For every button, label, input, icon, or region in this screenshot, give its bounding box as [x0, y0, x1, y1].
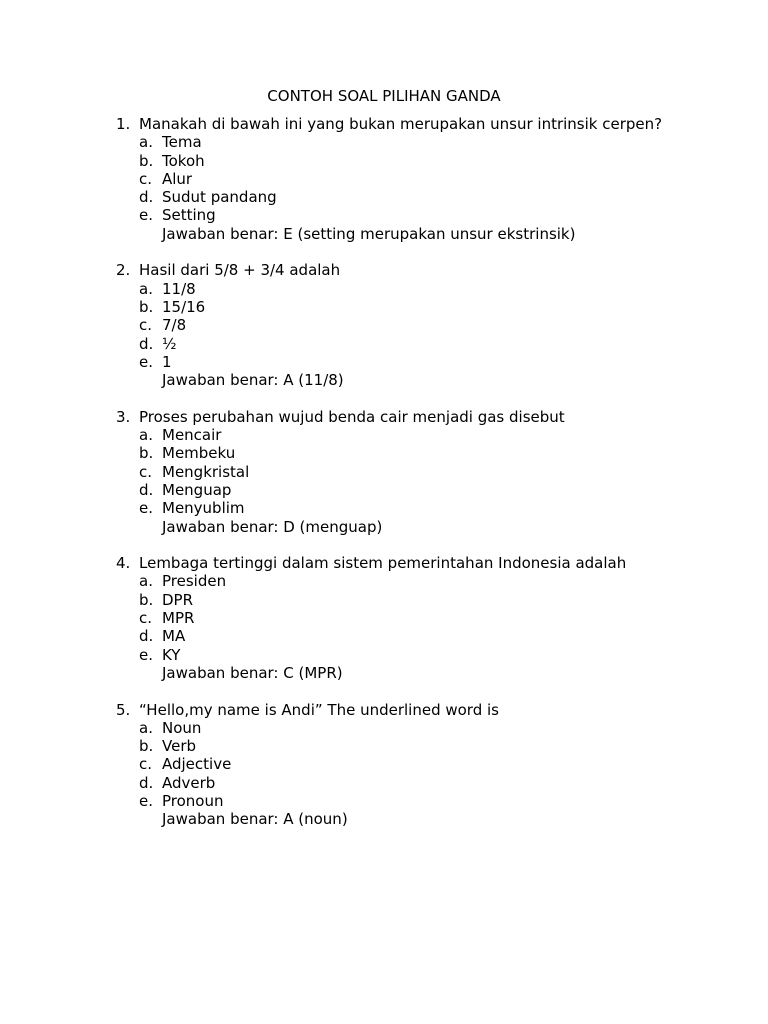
option-text: Mencair [162, 426, 222, 445]
option-text: 1 [162, 352, 172, 371]
option-letter: e. [139, 499, 153, 518]
option-b [139, 298, 676, 316]
answer-key: Jawaban benar: E (setting merupakan unsur ekstrinsik) [162, 224, 576, 243]
option-letter: d. [139, 480, 154, 499]
option-text: MA [162, 627, 186, 646]
question-4 [116, 554, 676, 682]
option-letter: d. [139, 188, 154, 207]
option-text: Noun [162, 718, 202, 737]
option-c [139, 609, 676, 627]
option-text: Menyublim [162, 499, 245, 518]
option-letter: d. [139, 773, 154, 792]
option-c [139, 755, 676, 773]
option-text: Adjective [162, 755, 232, 774]
option-letter: b. [139, 737, 154, 756]
option-letter: b. [139, 444, 154, 463]
question-number: 5. [116, 700, 131, 719]
answer-key: Jawaban benar: A (11/8) [162, 371, 344, 390]
option-letter: a. [139, 279, 153, 298]
question-text: Manakah di bawah ini yang bukan merupakan unsur intrinsik cerpen? [139, 115, 663, 133]
option-letter: a. [139, 426, 153, 445]
option-letter: e. [139, 206, 153, 225]
question-text: “Hello,my name is Andi” The underlined word is [139, 700, 499, 719]
option-letter: e. [139, 645, 153, 664]
option-d [139, 188, 676, 206]
option-c [139, 316, 676, 334]
question-number: 3. [116, 407, 131, 426]
option-e [139, 792, 676, 810]
option-text: Verb [162, 737, 197, 756]
option-a [139, 133, 676, 151]
option-letter: d. [139, 627, 154, 646]
option-text: Sudut pandang [162, 188, 277, 207]
option-letter: b. [139, 590, 154, 609]
option-text: Setting [162, 206, 216, 225]
option-text: MPR [162, 609, 195, 628]
option-d [139, 481, 676, 499]
option-a [139, 280, 676, 298]
option-letter: c. [139, 462, 153, 481]
answer-key: Jawaban benar: D (menguap) [162, 517, 383, 536]
option-c [139, 463, 676, 481]
option-b [139, 444, 676, 462]
option-c [139, 170, 676, 188]
option-text: Membeku [162, 444, 236, 463]
question-number: 4. [116, 554, 131, 573]
option-list [139, 572, 676, 663]
option-text: Pronoun [162, 791, 224, 810]
option-letter: a. [139, 572, 153, 591]
question-text: Proses perubahan wujud benda cair menjadi gas disebut [139, 407, 565, 426]
option-text: Tema [162, 133, 202, 152]
option-e [139, 499, 676, 517]
option-letter: c. [139, 316, 153, 335]
option-letter: d. [139, 334, 154, 353]
option-a [139, 572, 676, 590]
option-letter: b. [139, 151, 154, 170]
option-a [139, 719, 676, 737]
option-text: Menguap [162, 480, 232, 499]
option-text: Mengkristal [162, 462, 250, 481]
question-number: 2. [116, 261, 131, 280]
option-letter: c. [139, 755, 153, 774]
option-letter: a. [139, 133, 153, 152]
option-text: Presiden [162, 572, 227, 591]
answer-key: Jawaban benar: A (noun) [162, 810, 348, 829]
question-2 [116, 261, 676, 389]
question-number: 1. [116, 115, 131, 133]
option-list [139, 280, 676, 371]
option-text: Tokoh [162, 151, 205, 170]
question-3 [116, 408, 676, 536]
option-text: KY [162, 645, 181, 664]
option-b [139, 152, 676, 170]
option-list [139, 133, 676, 224]
option-letter: c. [139, 609, 153, 628]
option-d [139, 627, 676, 645]
option-e [139, 206, 676, 224]
option-text: Adverb [162, 773, 216, 792]
option-list [139, 719, 676, 810]
option-b [139, 737, 676, 755]
question-text: Lembaga tertinggi dalam sistem pemerintahan Indonesia adalah [139, 554, 627, 573]
option-e [139, 646, 676, 664]
option-letter: a. [139, 718, 153, 737]
question-text: Hasil dari 5/8 + 3/4 adalah [139, 261, 341, 280]
option-d [139, 774, 676, 792]
option-letter: e. [139, 352, 153, 371]
page-title: CONTOH SOAL PILIHAN GANDA [267, 87, 501, 105]
option-a [139, 426, 676, 444]
option-d [139, 335, 676, 353]
option-text: 7/8 [162, 316, 187, 335]
answer-key: Jawaban benar: C (MPR) [162, 663, 343, 682]
option-b [139, 591, 676, 609]
option-text: ½ [162, 334, 177, 353]
option-text: 15/16 [162, 297, 206, 316]
option-list [139, 426, 676, 517]
option-letter: b. [139, 297, 154, 316]
option-letter: c. [139, 169, 153, 188]
option-text: Alur [162, 169, 193, 188]
option-text: 11/8 [162, 279, 196, 298]
option-text: DPR [162, 590, 194, 609]
question-5 [116, 701, 676, 829]
option-e [139, 353, 676, 371]
option-letter: e. [139, 791, 153, 810]
question-1 [116, 115, 676, 243]
question-list [116, 115, 676, 847]
